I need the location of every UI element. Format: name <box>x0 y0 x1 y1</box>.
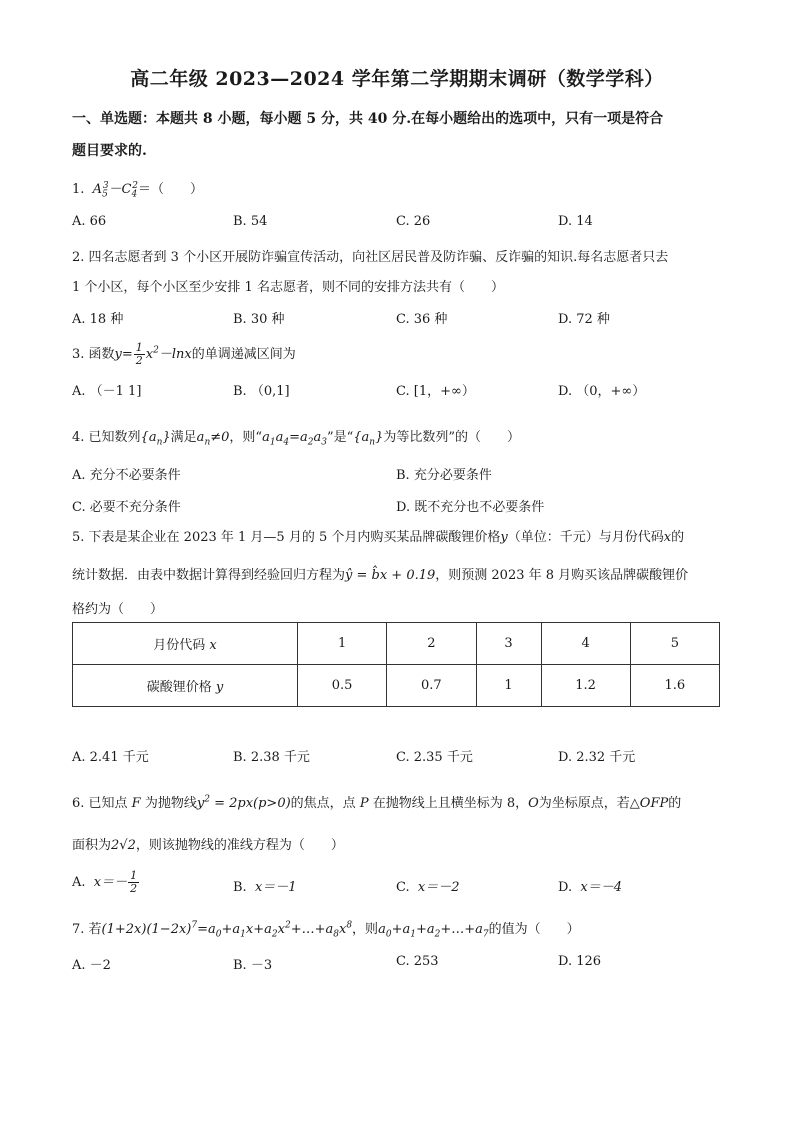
question-5-line3: 格约为（ ） <box>72 602 164 617</box>
q7-option-d[interactable]: D. 126 <box>558 954 602 969</box>
table-row <box>73 623 720 665</box>
q6-option-c[interactable]: C. x＝－2 <box>396 880 460 895</box>
question-5-line1: 5. 下表是某企业在 2023 年 1 月—5 月的 5 个月内购买某品牌碳酸锂价格y（单位：千元）与月份代码x的 <box>72 530 685 545</box>
q2-option-d[interactable]: D. 72 种 <box>558 312 610 327</box>
table-header-cell: 碳酸锂价格 y <box>73 665 298 707</box>
q4-option-a[interactable]: A. 充分不必要条件 <box>72 468 181 483</box>
q1-option-b[interactable]: B. 54 <box>233 214 268 229</box>
table-cell: 0.5 <box>298 665 387 707</box>
section-heading-line2: 题目要求的. <box>72 143 147 159</box>
question-4-stem: 4. 已知数列$\{a_n\}$满足$a_n\ne 0$，则“$a_1a_4=a_2a_3$”是“$\{a_n\}$为等比数列”的（ ） <box>72 430 521 448</box>
table-cell: 1 <box>476 665 541 707</box>
regression-equation: ŷ = b̂x + 0.19 <box>345 568 436 583</box>
page-title: 高二年级 2023—2024 学年第二学期期末调研（数学学科） <box>130 68 664 90</box>
table-cell: 3 <box>476 623 541 665</box>
q7-option-b[interactable]: B. －3 <box>233 958 273 973</box>
table-cell: 2 <box>387 623 476 665</box>
q1-option-d[interactable]: D. 14 <box>558 214 593 229</box>
q5-option-a[interactable]: A. 2.41 千元 <box>72 750 149 765</box>
table-cell: 4 <box>541 623 630 665</box>
q6-option-a[interactable]: A. x＝－ $\frac{1}{2}$ <box>72 869 138 895</box>
question-2-line2: 1 个小区，每个小区至少安排 1 名志愿者，则不同的安排方法共有（ ） <box>72 280 504 295</box>
table-cell: 1.2 <box>541 665 630 707</box>
q3-option-a[interactable]: A. （－1 1] <box>72 384 142 399</box>
question-2-line1: 2. 四名志愿者到 3 个小区开展防诈骗宣传活动，向社区居民普及防诈骗、反诈骗的知识.每名志愿者只去 <box>72 250 669 265</box>
question-6-line1: 6. 已知点 F 为抛物线$y^2 = 2px(p>0)$的焦点，点 P 在抛物线上且横坐标为 8，O为坐标原点，若△OFP的 <box>72 794 682 811</box>
q2-option-a[interactable]: A. 18 种 <box>72 312 124 327</box>
q2-option-c[interactable]: C. 36 种 <box>396 312 448 327</box>
data-table <box>72 622 720 707</box>
q1-option-a[interactable]: A. 66 <box>72 214 107 229</box>
function-expression: y= $\frac{1}{2}$ $x^2-\ln x$ <box>114 341 192 367</box>
table-cell: 1.6 <box>630 665 719 707</box>
q2-option-b[interactable]: B. 30 种 <box>233 312 285 327</box>
q3-option-c[interactable]: C. [1，+∞） <box>396 384 475 399</box>
binomial-expansion: $(1+2x)(1-2x)^7=a_0+a_1x+a_2x^2+\dots+a_8x^8$ <box>101 920 353 940</box>
q4-option-c[interactable]: C. 必要不充分条件 <box>72 500 181 515</box>
table-cell: 1 <box>298 623 387 665</box>
question-7-stem: 7. 若$(1+2x)(1-2x)^7=a_0+a_1x+a_2x^2+\dots+a_8x^8$，则$a_0+a_1+a_2+\dots+a_7$的值为（ ） <box>72 920 580 940</box>
table-cell: 5 <box>630 623 719 665</box>
q6-option-d[interactable]: D. x＝－4 <box>558 880 622 895</box>
q5-option-d[interactable]: D. 2.32 千元 <box>558 750 636 765</box>
q7-option-a[interactable]: A. －2 <box>72 958 111 973</box>
table-row <box>73 665 720 707</box>
q4-option-b[interactable]: B. 充分必要条件 <box>396 468 492 483</box>
q3-option-b[interactable]: B. （0,1] <box>233 384 290 399</box>
q6-option-b[interactable]: B. x＝－1 <box>233 880 297 895</box>
q1-option-c[interactable]: C. 26 <box>396 214 431 229</box>
q5-option-b[interactable]: B. 2.38 千元 <box>233 750 310 765</box>
question-1-stem: 1. $A_5^3-C_4^2=$（ ） <box>72 180 203 200</box>
table-header-cell: 月份代码 x <box>73 623 298 665</box>
question-5-line2: 统计数据．由表中数据计算得到经验回归方程为ŷ = b̂x + 0.19，则预测 2023 年 8 月购买该品牌碳酸锂价 <box>72 568 689 583</box>
question-6-line2: 面积为2√2，则该抛物线的准线方程为（ ） <box>72 838 344 853</box>
section-heading-line1: 一、单选题：本题共 8 小题，每小题 5 分，共 40 分.在每小题给出的选项中，只有一项是符合 <box>72 111 664 127</box>
permutation-expression: $A_5^3-C_4^2$ <box>88 180 138 200</box>
table-cell: 0.7 <box>387 665 476 707</box>
q3-option-d[interactable]: D. （0，+∞） <box>558 384 646 399</box>
q7-option-c[interactable]: C. 253 <box>396 954 439 969</box>
q5-option-c[interactable]: C. 2.35 千元 <box>396 750 473 765</box>
question-3-stem: 3. 函数y= $\frac{1}{2}$ $x^2-\ln x$的单调递减区间为 <box>72 341 296 367</box>
q4-option-d[interactable]: D. 既不充分也不必要条件 <box>396 500 545 515</box>
